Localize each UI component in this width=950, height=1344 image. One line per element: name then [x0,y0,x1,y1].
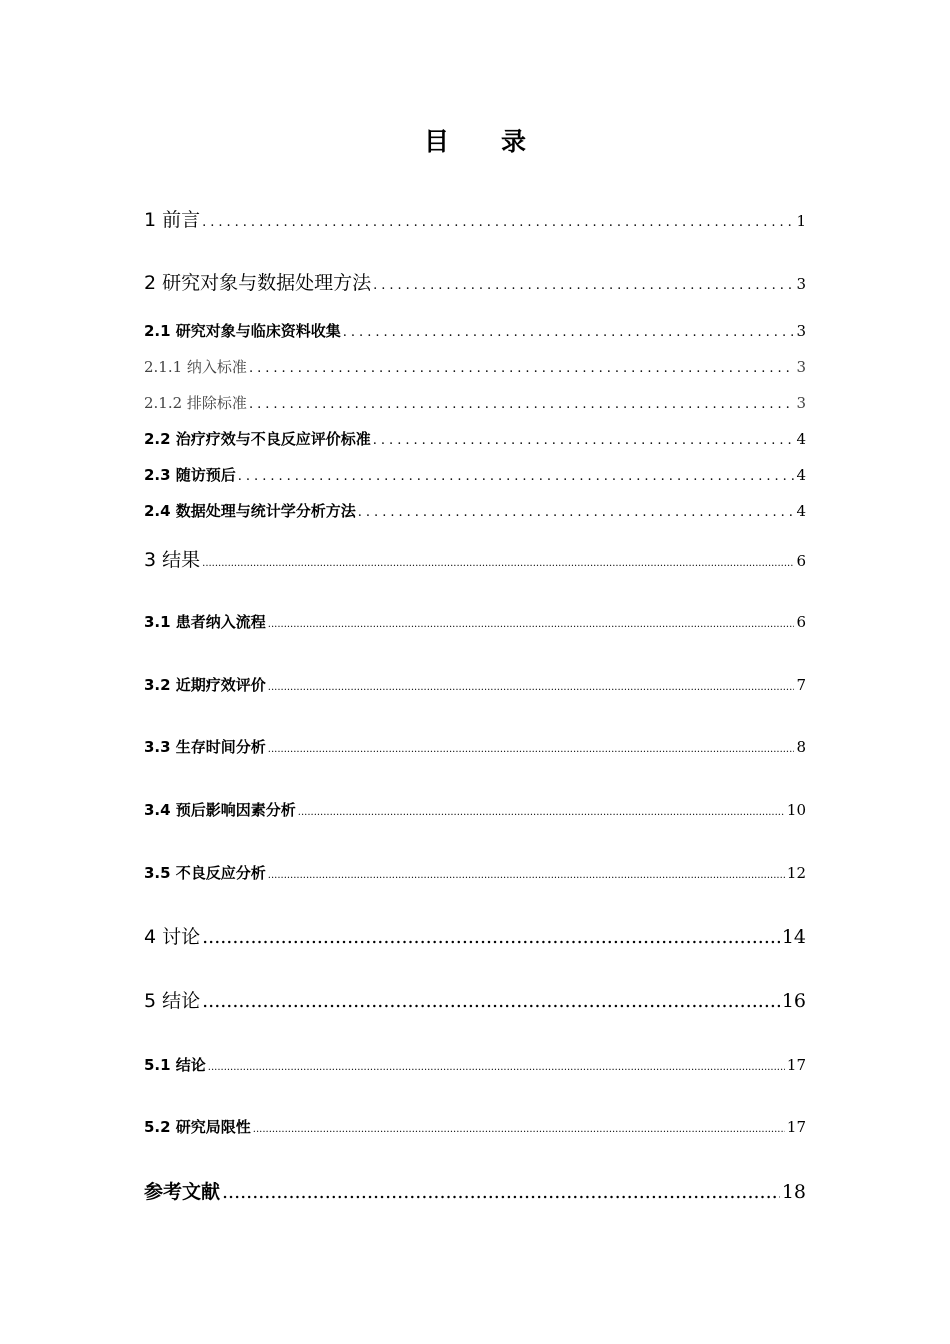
toc-entry-label: 3 结果 [144,549,201,571]
toc-entry[interactable] [144,320,806,341]
toc-entry-label: 1 前言 [144,209,201,231]
toc-entry-label: 2.4 数据处理与统计学分析方法 [144,502,356,520]
toc-title-char-2: 录 [501,127,527,156]
toc-leader-dots [202,990,780,1012]
toc-entry-label: 2.1 研究对象与临床资料收集 [144,322,341,340]
toc-entry-label: 参考文献 [144,1181,221,1203]
toc-entry-label: 2.3 随访预后 [144,466,236,484]
toc-leader-dots [222,1181,780,1203]
toc-entry-label: 3.4 预后影响因素分析 [144,801,296,819]
toc-entry-page: 3 [796,322,806,340]
toc-entry[interactable] [144,356,806,377]
toc-title [0,122,950,158]
toc-entry[interactable] [144,674,806,695]
toc-entry-label: 3.2 近期疗效评价 [144,676,266,694]
toc-entry-page: 4 [796,430,806,448]
toc-leader-dots [202,215,794,230]
toc-leader-dots [249,361,795,376]
toc-entry-page: 12 [786,864,806,882]
toc-entry-label: 2.1.1 纳入标准 [144,358,247,376]
toc-entry[interactable] [144,1177,806,1204]
toc-entry-page: 14 [781,926,806,948]
toc-leader-dots [202,926,780,948]
toc-leader-dots [268,682,795,693]
toc-entry-page: 3 [796,394,806,412]
toc-title-char-1: 目 [423,127,449,156]
toc-entry[interactable] [144,1116,806,1137]
toc-entry-page: 7 [796,676,806,694]
toc-entry-label: 5 结论 [144,990,201,1012]
toc-leader-dots [249,397,795,412]
toc-leader-dots [373,278,794,293]
toc-leader-dots [238,469,795,484]
toc-entry[interactable] [144,500,806,521]
toc-entry-page: 4 [796,502,806,520]
toc-leader-dots [358,505,795,520]
toc-leader-dots [373,433,795,448]
toc-entry-page: 4 [796,466,806,484]
toc-entry-label: 5.2 研究局限性 [144,1118,251,1136]
toc-leader-dots [343,325,795,340]
toc-leader-dots [298,807,785,818]
toc-entry[interactable] [144,268,806,295]
toc-entry-label: 4 讨论 [144,926,201,948]
toc-entry[interactable] [144,862,806,883]
toc-leader-dots [268,870,785,881]
toc-entry[interactable] [144,611,806,632]
toc-entry[interactable] [144,986,806,1013]
toc-entry[interactable] [144,545,806,572]
toc-entry-label: 2 研究对象与数据处理方法 [144,272,372,294]
toc-entry-page: 17 [786,1056,806,1074]
toc-entry-label: 3.5 不良反应分析 [144,864,266,882]
toc-entry-page: 1 [796,212,806,230]
toc-entry[interactable] [144,922,806,949]
toc-entry-page: 8 [796,738,806,756]
toc-entry-page: 10 [786,801,806,819]
toc-leader-dots [253,1124,785,1135]
toc-entry-page: 17 [786,1118,806,1136]
toc-leader-dots [268,744,795,755]
toc-entry[interactable] [144,736,806,757]
toc-entry[interactable] [144,464,806,485]
toc-entry-label: 3.1 患者纳入流程 [144,613,266,631]
toc-entry-page: 6 [796,613,806,631]
toc-entry-label: 5.1 结论 [144,1056,206,1074]
toc-entry-page: 6 [796,552,806,570]
toc-entry-page: 16 [781,990,806,1012]
toc-entry[interactable] [144,392,806,413]
toc-entry-page: 3 [796,358,806,376]
toc-entry[interactable] [144,799,806,820]
toc-entry[interactable] [144,1054,806,1075]
toc-entry-label: 2.1.2 排除标准 [144,394,247,412]
toc-entry-page: 18 [781,1181,806,1203]
toc-entry[interactable] [144,428,806,449]
toc-entry[interactable] [144,205,806,232]
toc-entry-label: 3.3 生存时间分析 [144,738,266,756]
toc-entry-label: 2.2 治疗疗效与不良反应评价标准 [144,430,371,448]
toc-leader-dots [268,619,795,630]
toc-leader-dots [202,558,794,569]
toc-leader-dots [208,1062,785,1073]
toc-entry-page: 3 [796,275,806,293]
